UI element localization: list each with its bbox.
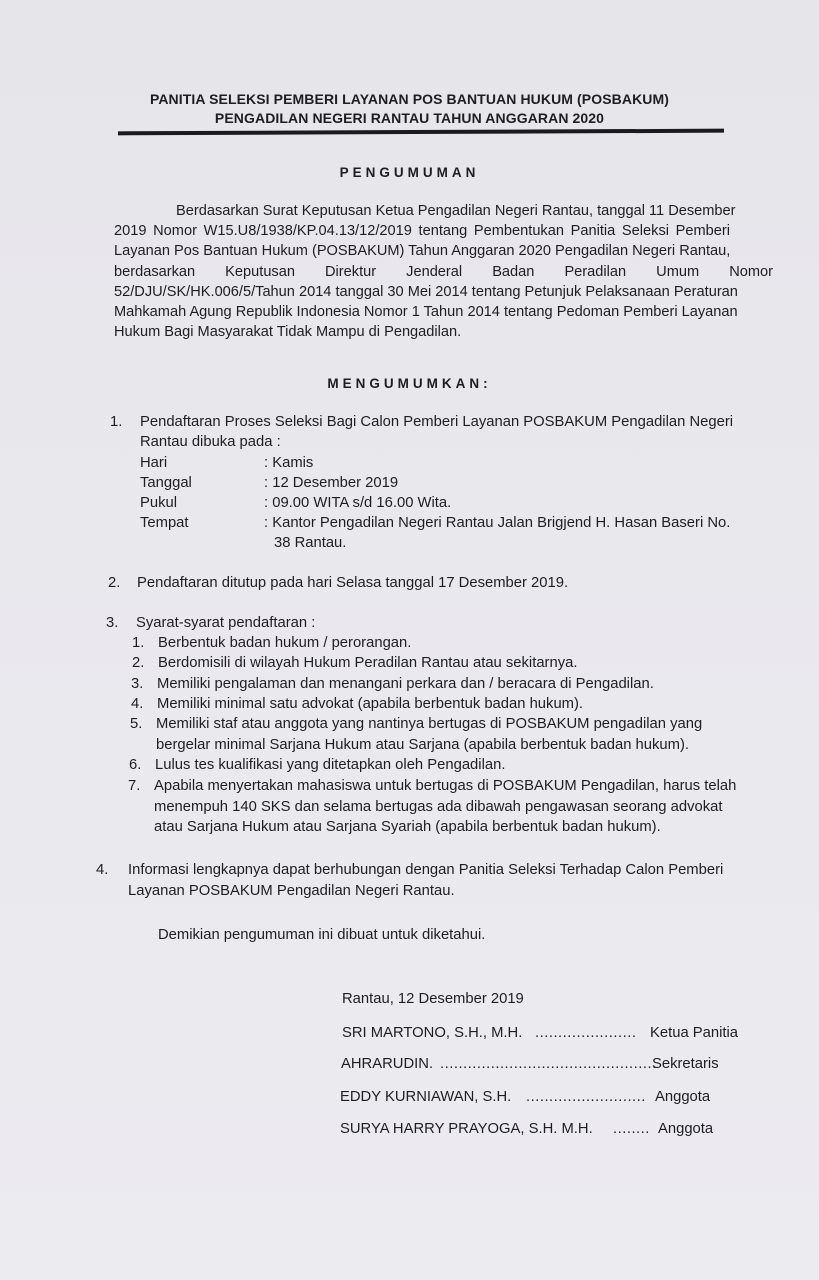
intro-line: Layanan Pos Bantuan Hukum (POSBAKUM) Tahun Anggaran 2020 Pengadilan Negeri Rantau, — [114, 243, 731, 260]
signatory-name: SURYA HARRY PRAYOGA, S.H. M.H. — [340, 1121, 593, 1137]
signatory-name: AHRARUDIN. — [341, 1056, 434, 1072]
req-7-text: Apabila menyertakan mahasiswa untuk bertugas di POSBAKUM Pengadilan, harus telah — [154, 778, 737, 794]
req-4-text: Memiliki minimal satu advokat (apabila berbentuk badan hukum). — [157, 696, 584, 712]
signature-dots: ...................... — [535, 1025, 637, 1041]
req-4-number: 4. — [131, 696, 144, 712]
closing-statement: Demikian pengumuman ini dibuat untuk diketahui. — [158, 927, 486, 943]
detail-label-date: Tanggal — [140, 475, 192, 491]
req-7-number: 7. — [128, 778, 141, 794]
signatory-role: Anggota — [658, 1121, 714, 1137]
req-5-text: Memiliki staf atau anggota yang nantinya bertugas di POSBAKUM pengadilan yang — [156, 716, 703, 732]
detail-label-time: Pukul — [140, 495, 178, 511]
req-6-text: Lulus tes kualifikasi yang ditetapkan oleh Pengadilan. — [155, 757, 506, 773]
intro-paragraph — [114, 201, 773, 342]
intro-line: Hukum Bagi Masyarakat Tidak Mampu di Pengadilan. — [114, 324, 462, 341]
document-title: PENGUMUMAN — [339, 165, 480, 180]
intro-line: 52/DJU/SK/HK.006/5/Tahun 2014 tanggal 30 Mei 2014 tentang Petunjuk Pelaksanaan Peraturan — [114, 283, 738, 300]
item-1-number: 1. — [110, 414, 123, 430]
item-3-number: 3. — [106, 615, 119, 631]
req-2-text: Berdomisili di wilayah Hukum Peradilan Rantau atau sekitarnya. — [158, 655, 578, 671]
req-5-text-cont: bergelar minimal Sarjana Hukum atau Sarjana (apabila berbentuk badan hukum). — [156, 737, 689, 753]
detail-value-day: : Kamis — [264, 455, 314, 471]
req-2-number: 2. — [132, 655, 145, 671]
signatory-name: SRI MARTONO, S.H., M.H. — [342, 1025, 523, 1041]
req-5-number: 5. — [130, 716, 143, 732]
req-1-text: Berbentuk badan hukum / perorangan. — [158, 635, 412, 651]
signatory-role: Ketua Panitia — [650, 1025, 739, 1041]
signature-dots: ............................................... — [440, 1056, 657, 1072]
item-2-number: 2. — [108, 575, 121, 591]
item-4-number: 4. — [96, 862, 109, 878]
header-line-1: PANITIA SELEKSI PEMBERI LAYANAN POS BANTUAN HUKUM (POSBAKUM) — [149, 91, 670, 107]
item-4-line-1: Informasi lengkapnya dapat berhubungan dengan Panitia Seleksi Terhadap Calon Pemberi — [128, 862, 724, 878]
intro-line: Mahkamah Agung Republik Indonesia Nomor 1 Tahun 2014 tentang Pedoman Pemberi Layanan — [114, 304, 738, 321]
req-3-number: 3. — [131, 676, 144, 692]
intro-line: 2019 Nomor W15.U8/1938/KP.04.13/12/2019 tentang Pembentukan Panitia Seleksi Pemberi — [114, 223, 730, 240]
place-and-date: Rantau, 12 Desember 2019 — [342, 991, 524, 1007]
announcement-heading: MENGUMUMKAN: — [327, 376, 492, 391]
item-4-line-2: Layanan POSBAKUM Pengadilan Negeri Rantau. — [128, 883, 455, 899]
req-6-number: 6. — [129, 757, 142, 773]
item-1-line-2: Rantau dibuka pada : — [140, 434, 281, 450]
header-divider — [118, 129, 724, 136]
signatory-name: EDDY KURNIAWAN, S.H. — [340, 1089, 512, 1105]
signatory-role: Sekretaris — [652, 1056, 719, 1072]
item-2-text: Pendaftaran ditutup pada hari Selasa tanggal 17 Desember 2019. — [137, 575, 569, 591]
header-line-2: PENGADILAN NEGERI RANTAU TAHUN ANGGARAN 2020 — [214, 110, 605, 126]
detail-value-date: : 12 Desember 2019 — [264, 475, 399, 491]
req-3-text: Memiliki pengalaman dan menangani perkara dan / beracara di Pengadilan. — [157, 676, 654, 692]
intro-line: berdasarkan Keputusan Direktur Jenderal Badan Peradilan Umum Nomor — [114, 263, 773, 280]
item-3-text: Syarat-syarat pendaftaran : — [136, 615, 316, 631]
item-1-line-1: Pendaftaran Proses Seleksi Bagi Calon Pemberi Layanan POSBAKUM Pengadilan Negeri — [140, 414, 734, 430]
req-1-number: 1. — [132, 635, 145, 651]
req-7-text-cont-1: menempuh 140 SKS dan selama bertugas ada dibawah pengawasan seorang advokat — [154, 799, 723, 815]
detail-value-time: : 09.00 WITA s/d 16.00 Wita. — [264, 495, 452, 511]
signature-dots: .......................... — [526, 1089, 646, 1105]
req-7-text-cont-2: atau Sarjana Hukum atau Sarjana Syariah (apabila berbentuk badan hukum). — [154, 819, 661, 835]
intro-line: Berdasarkan Surat Keputusan Ketua Pengadilan Negeri Rantau, tanggal 11 Desember — [176, 203, 736, 219]
signature-dots: ........ — [613, 1121, 650, 1137]
detail-value-place: : Kantor Pengadilan Negeri Rantau Jalan Brigjend H. Hasan Baseri No. — [264, 515, 731, 531]
detail-label-day: Hari — [140, 455, 168, 471]
signatory-role: Anggota — [655, 1089, 711, 1105]
detail-label-place: Tempat — [140, 515, 189, 531]
detail-value-place-cont: 38 Rantau. — [274, 535, 347, 551]
